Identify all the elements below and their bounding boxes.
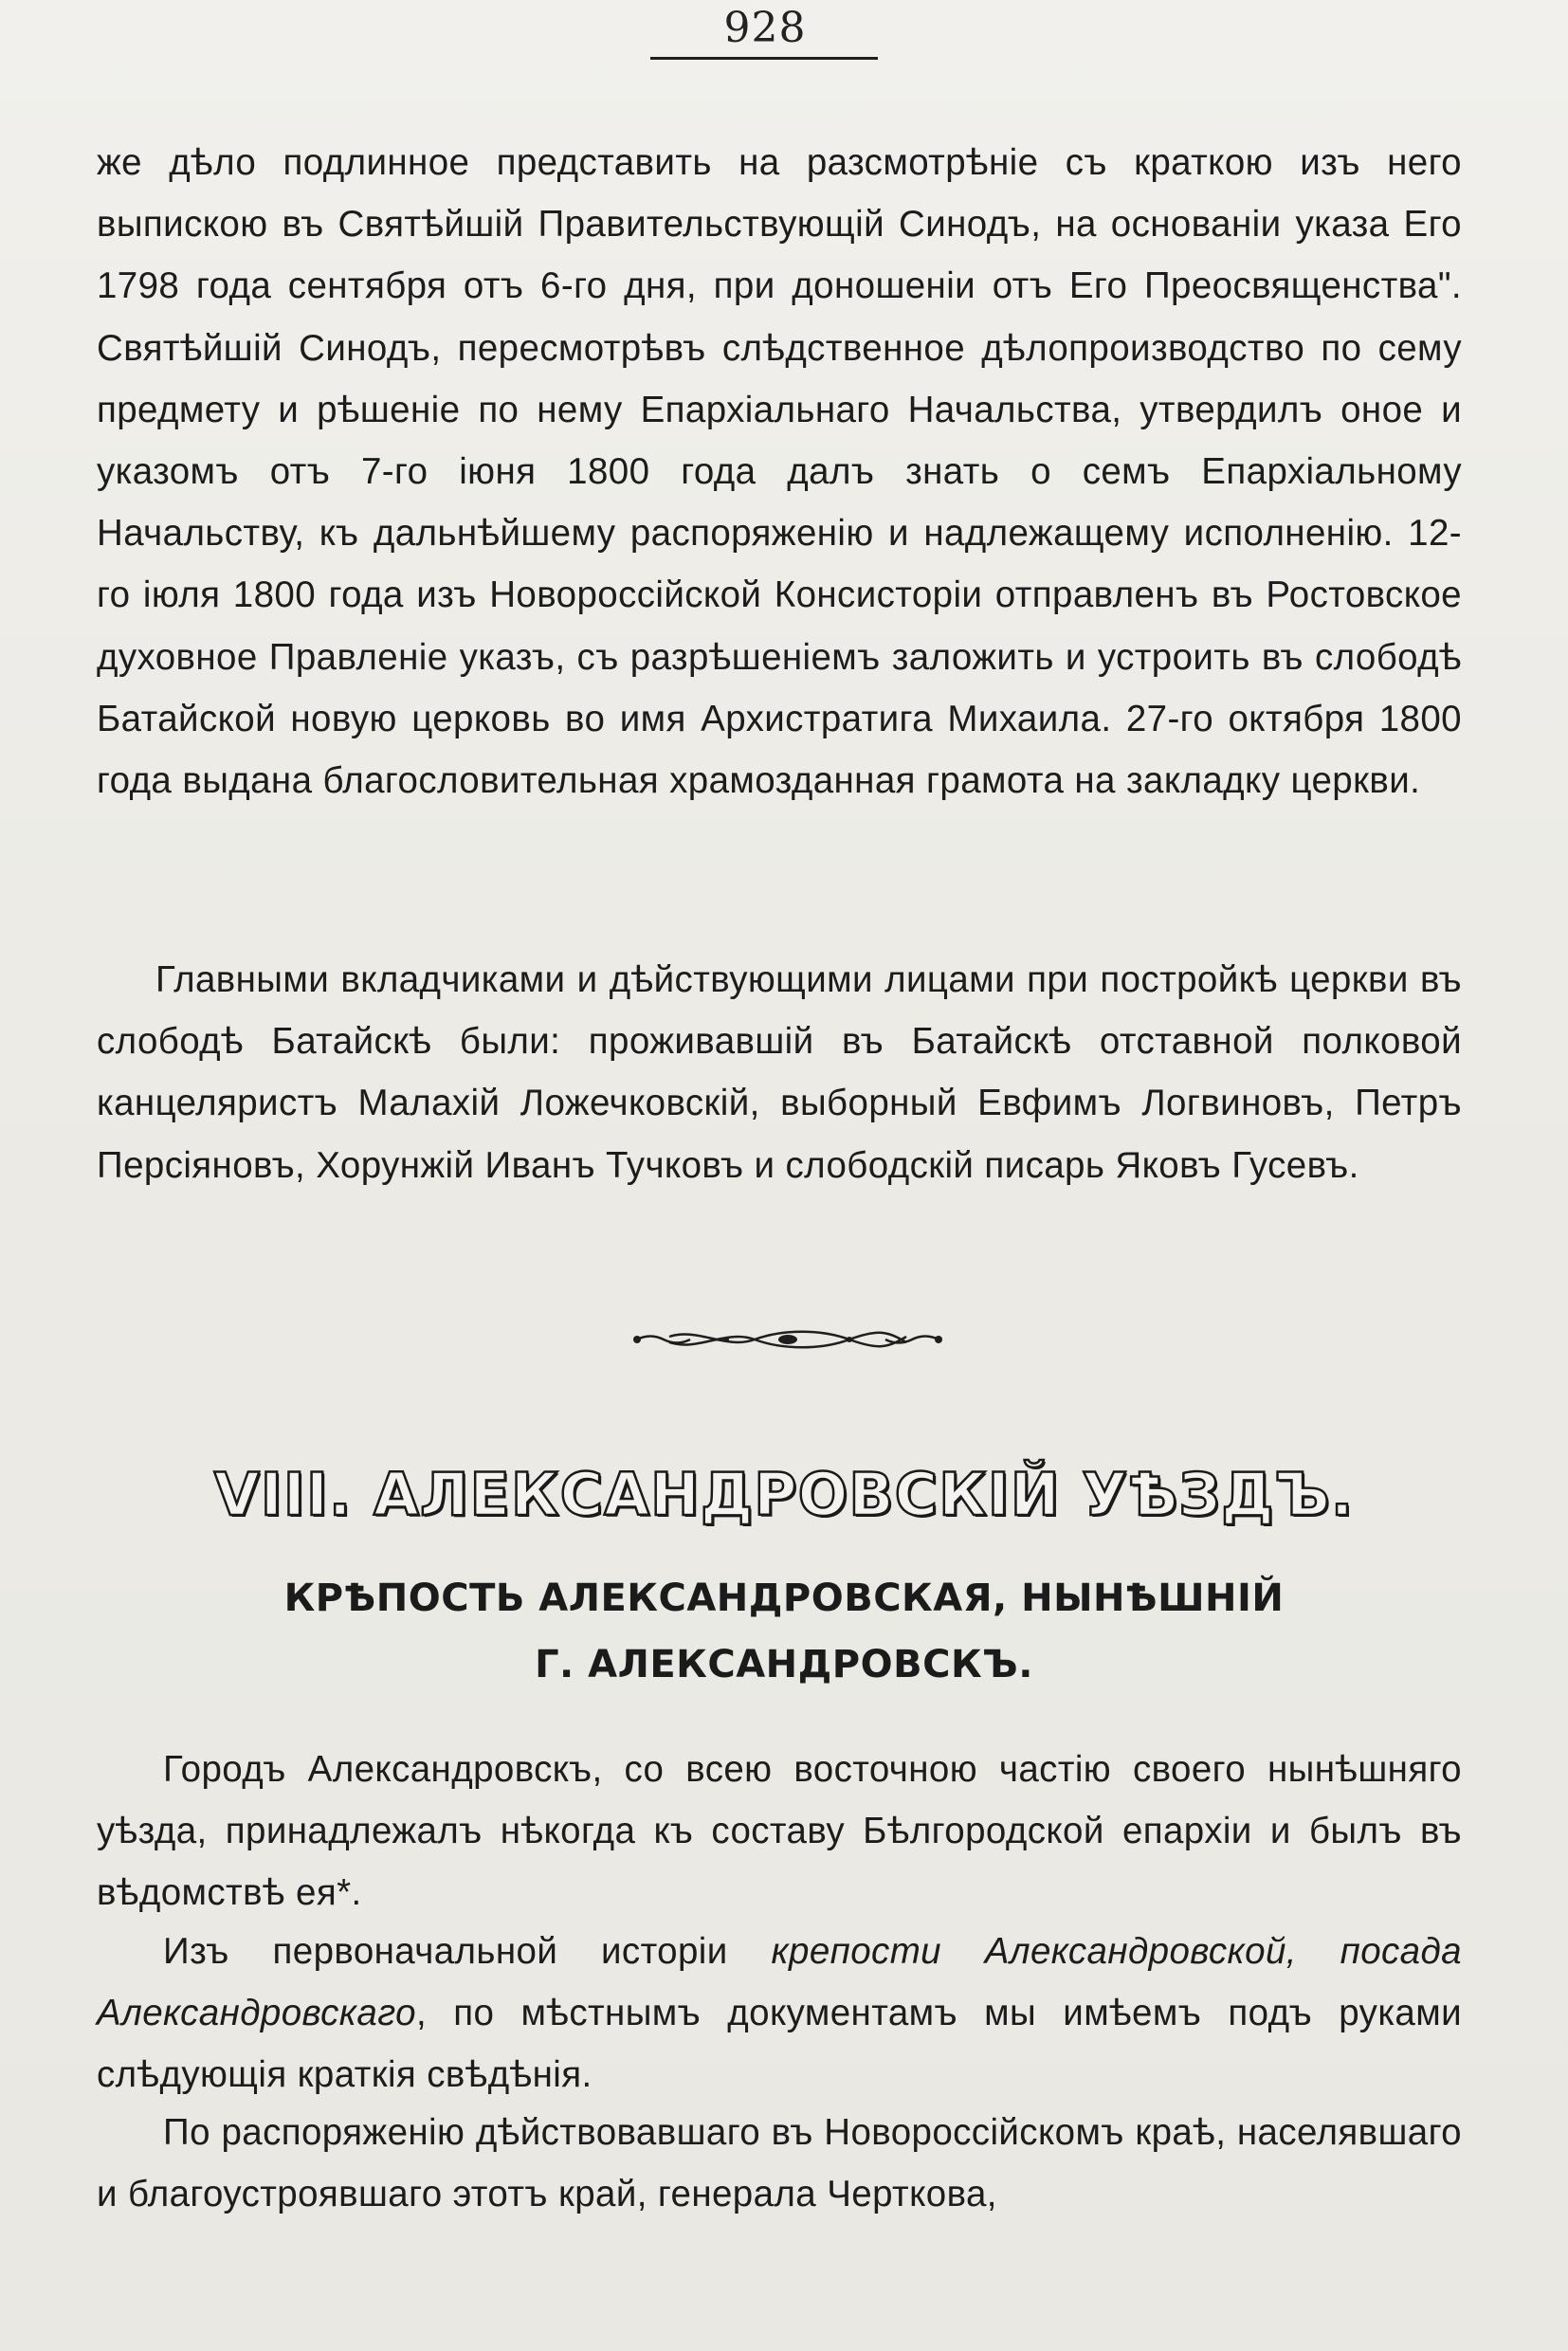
page-number: 928: [723, 4, 807, 52]
paragraph-4-italic: крепости Александровской, посада Александровскаго: [97, 1931, 1462, 2034]
section-heading-line-2: Г. АЛЕКСАНДРОВСКЪ.: [535, 1643, 1033, 1686]
paragraph-4: [97, 1921, 1462, 2106]
paragraph-5-text: По распоряженію дѣйствовавшаго въ Новороссійскомъ краѣ, населявшаго и благоустроявшаго этотъ край, генерала Черткова,: [97, 2112, 1462, 2215]
paragraph-4-text: [97, 1921, 1462, 2106]
paragraph-3-text: Городъ Александровскъ, со всею восточною частію своего нынѣшняго уѣзда, принадлежалъ нѣкогда къ составу Бѣлгородской епархіи и былъ въ вѣдомствѣ ея*.: [97, 1749, 1462, 1914]
ornamental-divider-icon: [631, 1323, 944, 1356]
paragraph-4-lead: Изъ первоначальной исторіи: [163, 1931, 772, 1972]
page-number-rule: [650, 57, 878, 60]
paragraph-4-rest: , по мѣстнымъ документамъ мы имѣемъ подъ руками слѣдующія краткія свѣдѣнія.: [97, 1993, 1462, 2096]
chapter-heading: VIII. АЛЕКСАНДРОВСКІЙ УѢЗДЪ.: [213, 1460, 1355, 1529]
paragraph-2-text: Главными вкладчиками и дѣйствующими лицами при постройкѣ церкви въ слободѣ Батайскѣ были: проживавшій въ Батайскѣ отставной полковой канцеляристъ Малахій Ложечковскій, выборный Евфимъ Логвиновъ, Петръ Персіяновъ, Хорунжій Иванъ Тучковъ и слободскій писарь Яковъ Гусевъ.: [97, 959, 1462, 1186]
paragraph-2: [97, 949, 1462, 1196]
paragraph-1-text: же дѣло подлинное представить на разсмотрѣніе съ краткою изъ него выпискою въ Святѣйшій Правительствующій Синодъ, на основаніи указа Его 1798 года сентября отъ 6-го дня, при доношеніи отъ Его Преосвященства". Святѣйшій Синодъ, пересмотрѣвъ слѣдственное дѣлопроизводство по сему предмету и рѣшеніе по нему Епархіальнаго Начальства, утвердилъ оное и указомъ отъ 7-го іюня 1800 года далъ знать о семъ Епархіальному Начальству, къ дальнѣйшему распоряженію и надлежащему исполненію. 12-го іюля 1800 года изъ Новороссійской Консисторіи отправленъ въ Ростовское духовное Правленіе указъ, съ разрѣшеніемъ заложить и устроить въ слободѣ Батайской новую церковь во имя Архистратига Михаила. 27-го октября 1800 года выдана благословительная храмозданная грамота на закладку церкви.: [97, 142, 1462, 802]
paragraph-3: [97, 1739, 1462, 1924]
paragraph-5: [97, 2102, 1462, 2225]
section-heading-line-1: КРѢПОСТЬ АЛЕКСАНДРОВСКАЯ, НЫНѢШНІЙ: [283, 1576, 1285, 1620]
paragraph-1: [97, 132, 1462, 811]
